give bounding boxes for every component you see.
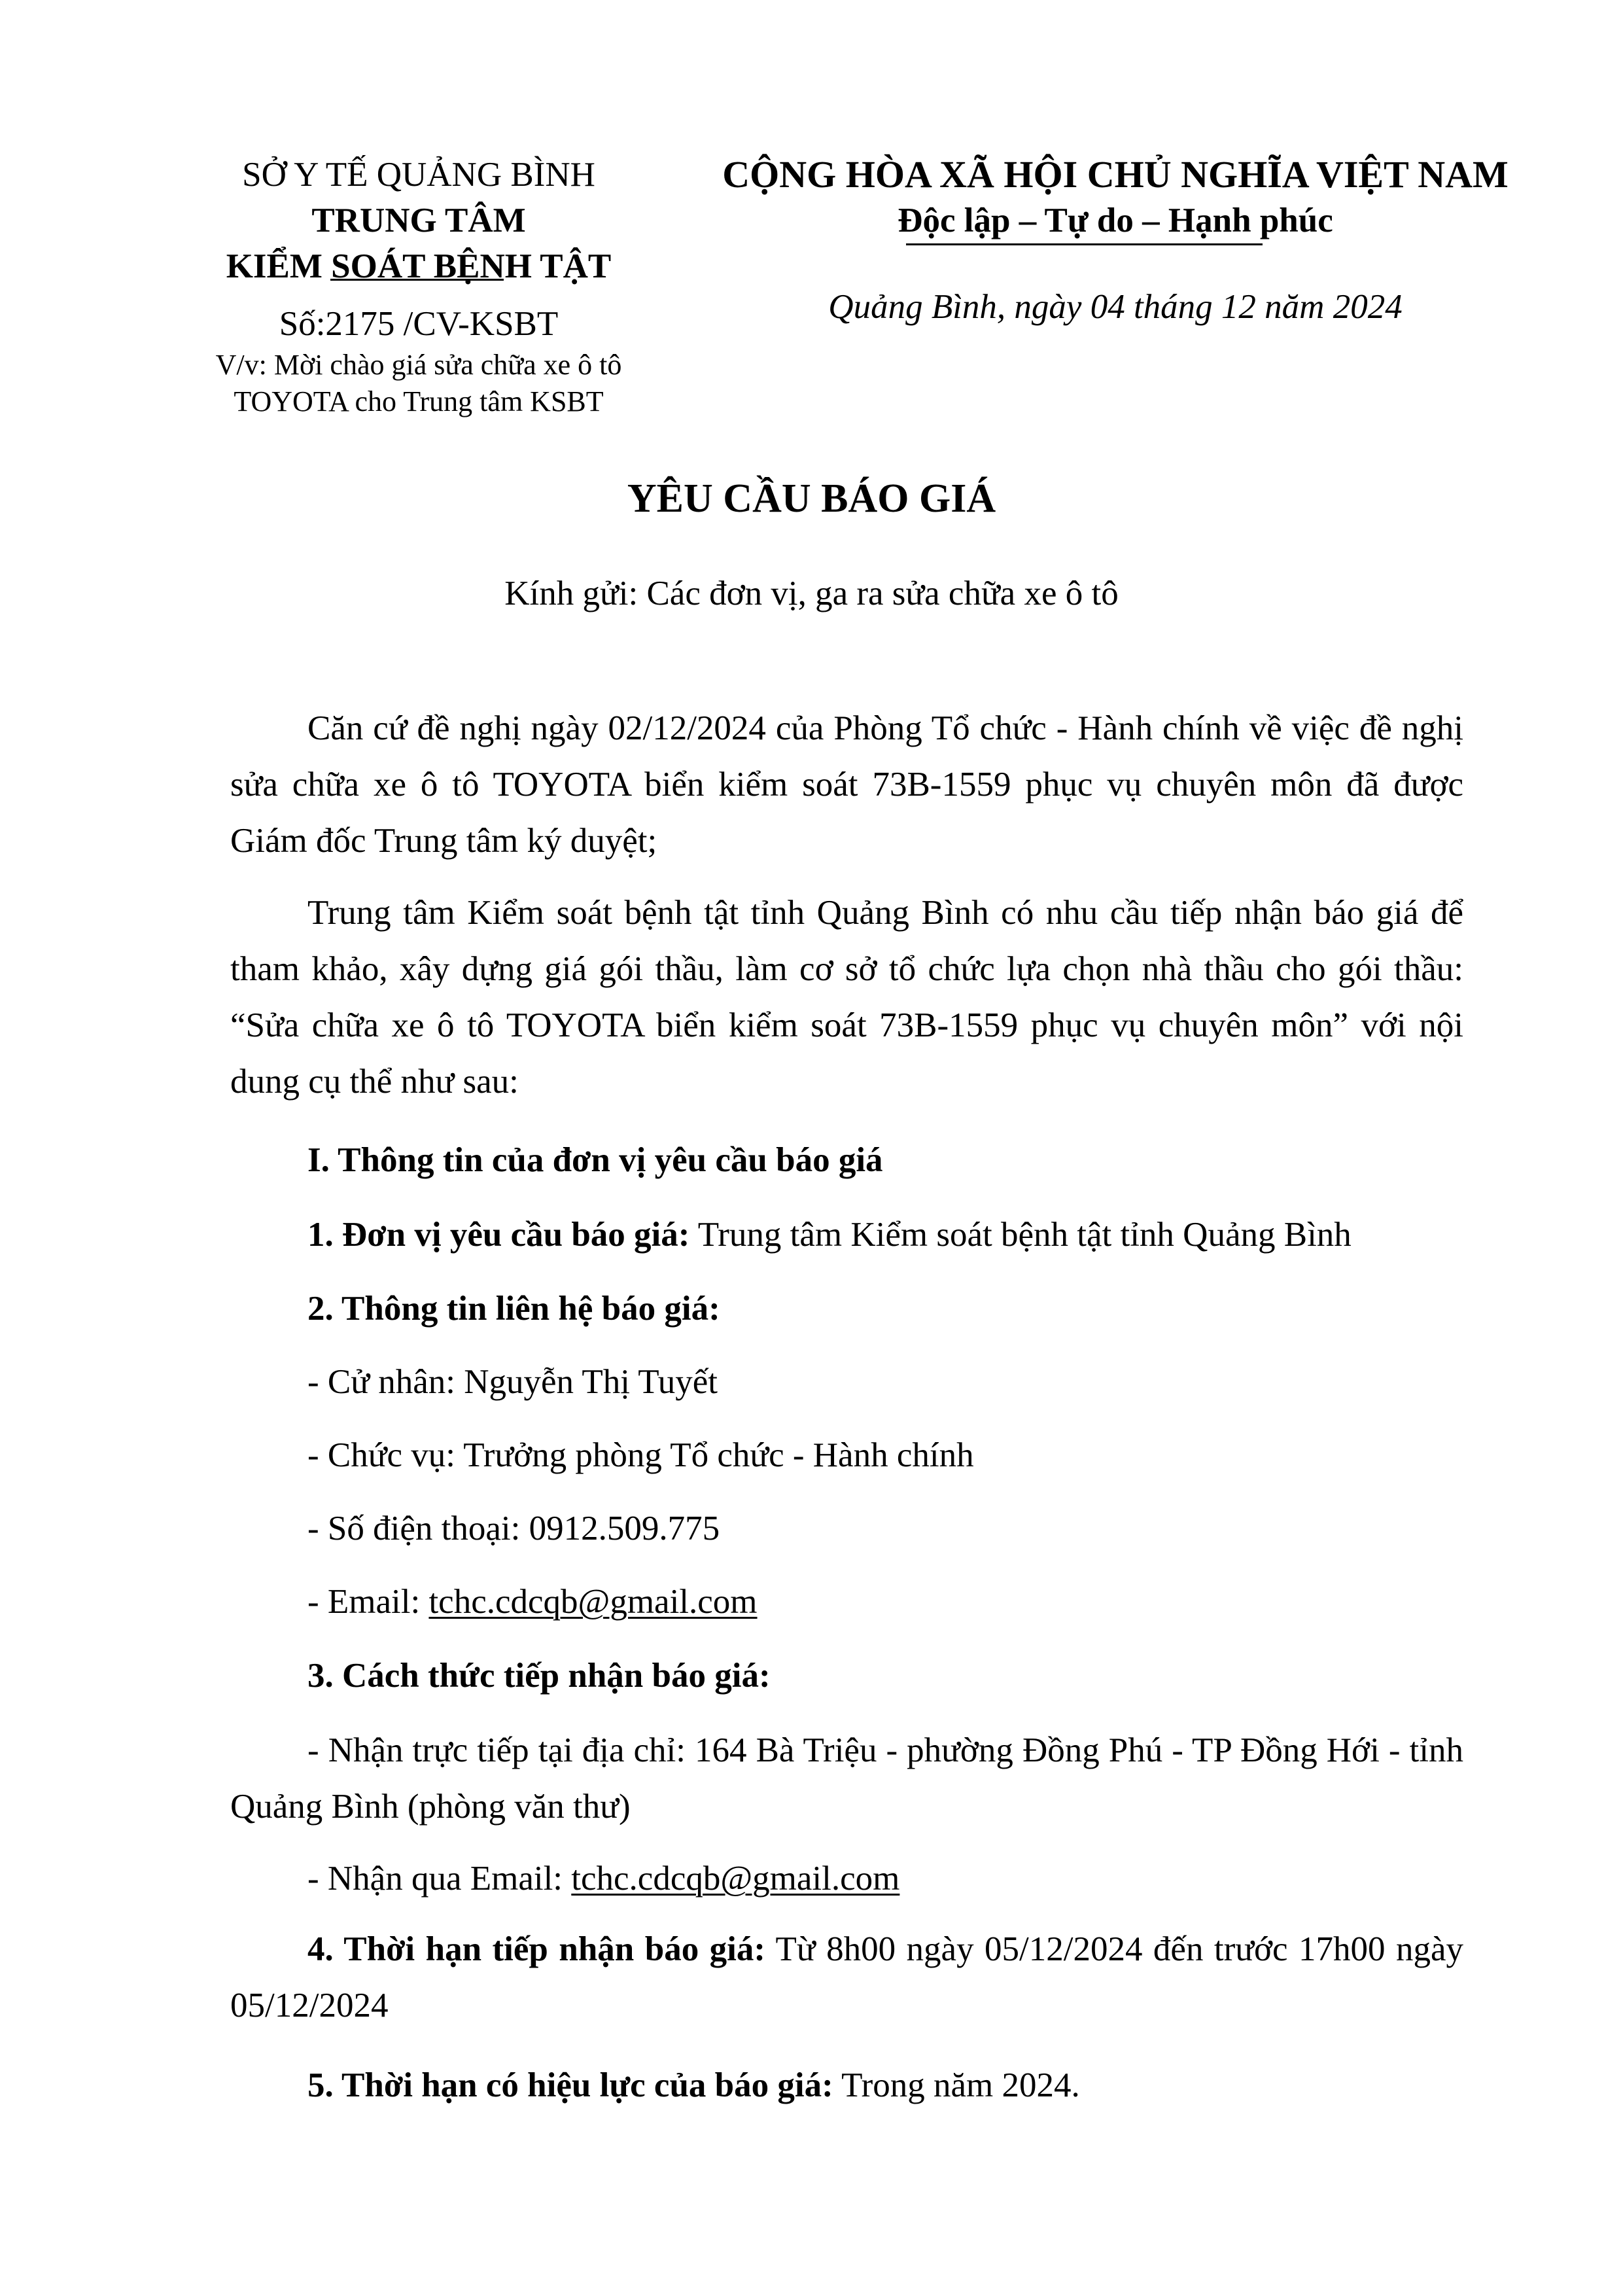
receive-deadline xyxy=(230,1921,1463,2034)
contact-info-heading: 2. Thông tin liên hệ báo giá: xyxy=(307,1290,720,1328)
contact-email-label: - Email: xyxy=(307,1583,429,1621)
purpose-paragraph: Trung tâm Kiểm soát bệnh tật tỉnh Quảng Bình có nhu cầu tiếp nhận báo giá để tham khảo, xây dựng giá gói thầu, làm cơ sở tổ chức lựa chọn nhà thầu cho gói thầu: “Sửa chữa xe ô tô TOYOTA biển kiểm soát 73B-1559 phục vụ chuyên môn” với nội dung cụ thể như sau: xyxy=(230,894,1463,1101)
requesting-unit-label: 1. Đơn vị yêu cầu báo giá: xyxy=(307,1216,690,1254)
contact-position: - Chức vụ: Trưởng phòng Tổ chức - Hành chính xyxy=(307,1436,974,1474)
validity-period-value: Trong năm 2024. xyxy=(833,2066,1080,2104)
organization-name-line1: TRUNG TÂM xyxy=(311,202,526,239)
receive-email-link[interactable]: tchc.cdcqb@gmail.com xyxy=(571,1860,900,1898)
national-header-block xyxy=(700,152,1531,330)
agency-underline xyxy=(330,279,504,281)
receive-method-heading: 3. Cách thức tiếp nhận báo giá: xyxy=(307,1657,771,1695)
contact-phone: - Số điện thoại: 0912.509.775 xyxy=(307,1510,720,1547)
document-number: Số:2175 /CV-KSBT xyxy=(279,305,559,343)
recipient-line: Kính gửi: Các đơn vị, ga ra sửa chữa xe ô tô xyxy=(504,574,1119,612)
validity-period-line xyxy=(307,2062,1472,2108)
receive-direct-address: - Nhận trực tiếp tại địa chỉ: 164 Bà Triệu - phường Đồng Phú - TP Đồng Hới - tỉnh Quảng Bình (phòng văn thư) xyxy=(230,1731,1463,1826)
organization-name-line2: KIỂM SOÁT BỆNH TẬT xyxy=(226,247,612,285)
issuing-agency-block xyxy=(196,152,641,420)
receive-deadline-label: 4. Thời hạn tiếp nhận báo giá: xyxy=(307,1930,766,1968)
requesting-unit-line xyxy=(307,1212,1472,1258)
contact-email-link[interactable]: tchc.cdcqb@gmail.com xyxy=(428,1583,758,1621)
subject-line2: TOYOTA cho Trung tâm KSBT xyxy=(234,385,604,417)
contact-email-line xyxy=(307,1579,1472,1625)
ministry-name: SỞ Y TẾ QUẢNG BÌNH xyxy=(242,156,595,194)
nation-name: CỘNG HÒA XÃ HỘI CHỦ NGHĨA VIỆT NAM xyxy=(722,153,1509,196)
basis-paragraph: Căn cứ đề nghị ngày 02/12/2024 của Phòng Tổ chức - Hành chính về việc đề nghị sửa chữa xe ô tô TOYOTA biển kiểm soát 73B-1559 phục vụ chuyên môn đã được Giám đốc Trung tâm ký duyệt; xyxy=(230,709,1463,860)
section1-heading: I. Thông tin của đơn vị yêu cầu báo giá xyxy=(307,1141,883,1179)
validity-period-label: 5. Thời hạn có hiệu lực của báo giá: xyxy=(307,2066,833,2104)
receive-deadline-value: Từ 8h00 ngày 05/12/2024 đến trước 17h00 ngày 05/12/2024 xyxy=(230,1930,1463,2024)
contact-person: - Cử nhân: Nguyễn Thị Tuyết xyxy=(307,1363,718,1401)
document-title: YÊU CẦU BÁO GIÁ xyxy=(627,476,996,521)
receive-email-label: - Nhận qua Email: xyxy=(307,1860,572,1898)
receive-email-line xyxy=(307,1856,1472,1901)
national-motto: Độc lập – Tự do – Hạnh phúc xyxy=(898,202,1333,239)
subject-line1: V/v: Mời chào giá sửa chữa xe ô tô xyxy=(215,349,622,381)
motto-underline xyxy=(906,243,1263,245)
requesting-unit-value: Trung tâm Kiểm soát bệnh tật tỉnh Quảng Bình xyxy=(689,1216,1352,1254)
place-and-date: Quảng Bình, ngày 04 tháng 12 năm 2024 xyxy=(828,288,1403,326)
